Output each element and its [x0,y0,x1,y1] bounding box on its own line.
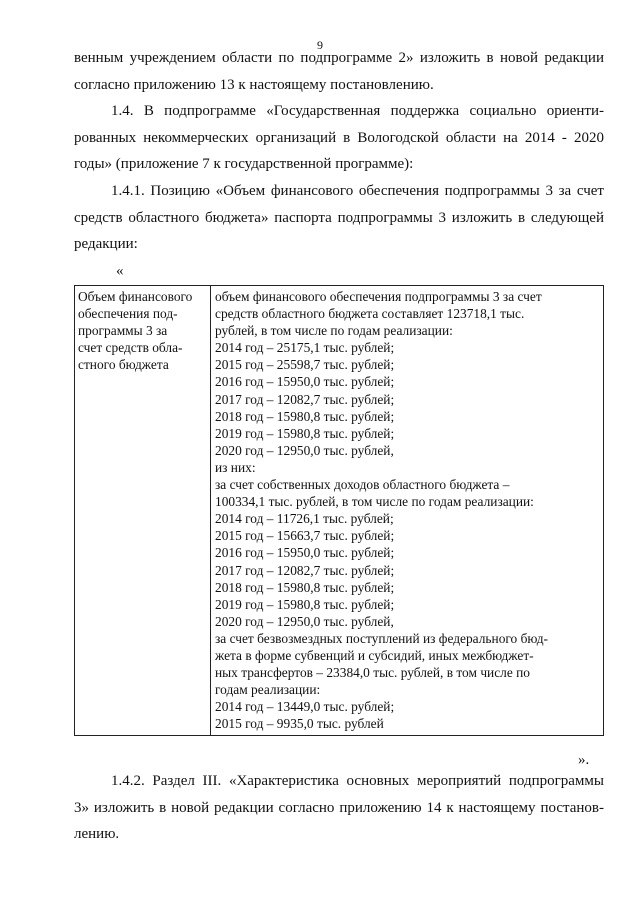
text-line: рованных некоммерческих организаций в Вологодской области на 2014 - 2020 [74,129,604,146]
item-1-4-1-paragraph [74,178,604,258]
text-line: 1.4. В подпрограмме «Государственная поддержка социально ориенти- [111,103,604,119]
value-line: 2014 год – 13449,0 тыс. рублей; [215,699,395,715]
value-line: 2014 год – 25175,1 тыс. рублей; [215,340,395,356]
funding-value-cell [211,286,604,736]
value-line: 2015 год – 9935,0 тыс. рублей [215,716,384,732]
position-label-cell [75,286,211,736]
text-line: лению. [74,826,120,842]
text-line: 1.4.1. Позицию «Объем финансового обеспечения подпрограммы 3 за счет [111,183,604,199]
label-line: счет средств обла- [78,340,183,356]
label-line: программы 3 за [78,323,168,339]
page-number: 9 [317,38,323,52]
text-line: годы» (приложение 7 к государственной программе): [74,156,414,172]
value-line: рублей, в том числе по годам реализации: [215,323,453,339]
text-line: 3» изложить в новой редакции согласно приложению 14 к настоящему постанов- [74,799,604,816]
value-line: 2020 год – 12950,0 тыс. рублей, [215,613,394,629]
text-line: 1.4.2. Раздел III. «Характеристика основных мероприятий подпрограммы [111,773,604,789]
value-line: 2017 год – 12082,7 тыс. рублей; [215,391,395,407]
text-line: редакции: [74,236,138,252]
value-line: 2018 год – 15980,8 тыс. рублей; [215,408,395,424]
closing-quote: ». [578,752,590,768]
item-1-4-2-paragraph [74,768,604,848]
value-line: 2016 год – 15950,0 тыс. рублей; [215,374,395,390]
value-line: 2015 год – 25598,7 тыс. рублей; [215,357,395,373]
value-line: 2019 год – 15980,8 тыс. рублей; [215,596,395,612]
text-line: согласно приложению 13 к настоящему постановлению. [74,76,434,93]
text-line: средств областного бюджета» паспорта подпрограммы 3 изложить в следующей [74,209,604,226]
value-line: 100334,1 тыс. рублей, в том числе по годам реализации: [215,494,534,510]
table-row [75,286,604,736]
value-line: за счет собственных доходов областного бюджета – [215,477,510,493]
label-line: Объем финансового [78,289,193,304]
value-line: 2014 год – 11726,1 тыс. рублей; [215,511,394,527]
label-line: стного бюджета [78,357,169,373]
value-line: объем финансового обеспечения подпрограммы 3 за счет [215,289,542,304]
value-line: 2017 год – 12082,7 тыс. рублей; [215,562,395,578]
value-line: средств областного бюджета составляет 123718,1 тыс. [215,306,525,322]
passport-table [74,285,604,736]
opening-quote: « [116,263,124,279]
value-line: жета в форме субвенций и субсидий, иных межбюджет- [215,647,534,663]
label-line: обеспечения под- [78,306,178,322]
value-line: 2016 год – 15950,0 тыс. рублей; [215,545,395,561]
value-line: годам реализации: [215,682,321,698]
value-line: за счет безвозмездных поступлений из федерального бюд- [215,630,549,646]
value-line: 2018 год – 15980,8 тыс. рублей; [215,579,395,595]
value-line: 2020 год – 12950,0 тыс. рублей, [215,442,394,458]
intro-paragraph [74,45,604,98]
value-line: 2015 год – 15663,7 тыс. рублей; [215,528,395,544]
value-line: из них: [215,459,256,475]
text-line: венным учреждением области по подпрограмме 2» изложить в новой редакции [74,50,604,66]
value-line: ных трансфертов – 23384,0 тыс. рублей, в том числе по [215,665,530,681]
value-line: 2019 год – 15980,8 тыс. рублей; [215,425,395,441]
item-1-4-paragraph [74,98,604,178]
